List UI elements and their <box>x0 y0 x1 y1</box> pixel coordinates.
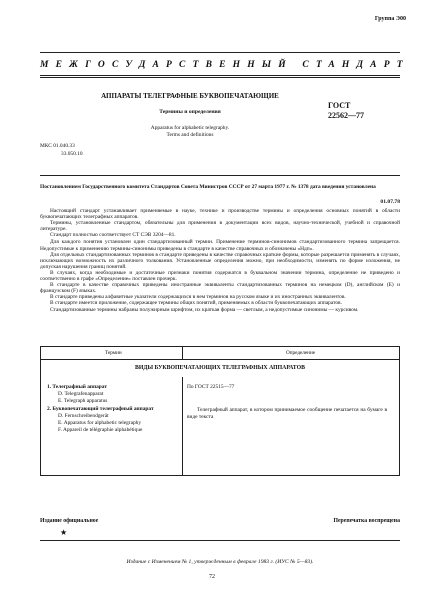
gost-label: ГОСТ <box>328 101 351 110</box>
official-edition-label: Издание официальное <box>40 518 99 524</box>
column-divider <box>182 347 183 359</box>
decree-rule <box>40 175 400 176</box>
intro-paragraph: Для каждого понятия установлен один стандартизованный термин. Применение терминов-синонимов стандартизованного термина запрещается. Недопустимые к применению термины-синонимы приведены в стандарте в качестве справочных и обозначены «Ндп». <box>40 239 400 252</box>
introduction-text <box>40 208 400 313</box>
intro-paragraph: Термины, установленные стандартом, обязательны для применения в документации всех видов, научно-технической, учебной и справочной литературе. <box>40 220 400 233</box>
term-1-equivalent: D. Telegrafenapparat <box>58 391 104 397</box>
header-divider <box>41 359 399 360</box>
intro-paragraph: В стандарте в качестве справочных приведены иностранные эквиваленты стандартизованных терминов на немецком (D), английском (E) и французском (F) языках. <box>40 282 400 295</box>
document-title: АППАРАТЫ ТЕЛЕГРАФНЫЕ БУКВОПЕЧАТАЮЩИЕ <box>101 92 279 100</box>
english-title-line-1: Apparatus for alphabetic telegraphy. <box>150 125 230 131</box>
section-heading: ВИДЫ БУКВОПЕЧАТАЮЩИХ ТЕЛЕГРАФНЫХ АППАРАТОВ <box>135 365 305 371</box>
term-2-equivalent: D. Fernschreibendgerät <box>58 413 109 419</box>
header-rule-bottom <box>40 75 400 78</box>
intro-paragraph: В стандарте приведены алфавитные указатели содержащихся в нем терминов на русском языке и их иностранных эквивалентов. <box>50 294 346 301</box>
term-1: 1. Телеграфный аппарат <box>47 384 107 390</box>
term-1-definition: По ГОСТ 22515—77 <box>187 384 235 390</box>
footer-rule <box>40 540 400 541</box>
intro-paragraph: В случаях, когда необходимые и достаточные признаки понятия содержатся в буквальном значении термина, определение не приведено и соответственно в графе «Определение» поставлен прочерк. <box>40 269 400 283</box>
document-subtitle: Термины и определения <box>159 109 221 115</box>
intro-paragraph: Стандартизованные термины набраны полужирным шрифтом, их краткая форма — светлым, а недопустимые синонимы — курсивом. <box>50 306 359 313</box>
term-2: 2. Буквопечатающий телеграфный аппарат <box>47 406 154 412</box>
intro-paragraph: Для отдельных стандартизованных терминов в стандарте приведены в качестве справочных краткие формы, которые разрешается применять в случаях, исключающих возможность их различного толкования. Установленные определения можно, при необходимости, изменять по форме изложения, не допуская нарушения границ понятий. <box>40 251 400 270</box>
header-rule-top <box>40 52 400 53</box>
mks-code-2: 33.050.10 <box>61 151 83 157</box>
intro-paragraph: В стандарте имеется приложение, содержащее термины общих понятий, применяемых в области буквопечатающих аппаратов. <box>50 300 342 307</box>
page-number: 72 <box>209 574 215 580</box>
column-header-definition: Определение <box>286 350 316 356</box>
term-2-definition: Телеграфный аппарат, в котором принимаемое сообщение печатается на бумаге в виде текста <box>187 407 387 420</box>
term-2-equivalent: F. Appareil de télégraphie alphabétique <box>58 427 143 433</box>
gost-number: 22562—77 <box>328 111 364 120</box>
decree-text: Постановлением Государственного комитета Стандартов Совета Министров СССР от 27 марта 1977 г. № 1378 дата введения установлена <box>40 184 376 190</box>
terms-table <box>40 346 400 476</box>
term-2-equivalent: E. Apparatus for alphabetic telegraphy <box>58 420 142 426</box>
group-code: Группа Э00 <box>374 16 406 22</box>
standard-header: МЕЖГОСУДАРСТВЕННЫЙ СТАНДАРТ <box>40 60 410 70</box>
reprint-prohibited-label: Перепечатка воспрещена <box>333 518 400 524</box>
term-1-equivalent: E. Telegraph apparatus <box>58 398 108 404</box>
column-divider <box>182 377 183 475</box>
effective-date: 01.07.78 <box>380 199 400 205</box>
column-header-term: Термин <box>105 350 122 356</box>
intro-paragraph: Стандарт полностью соответствует СТ СЭВ 3204—81. <box>50 232 176 239</box>
amendment-note: Издание с Изменением № 1, утвержденным в феврале 1983 г. (ИУС № 5—83). <box>126 559 314 565</box>
mks-code-1: МКС 01.040.33 <box>40 143 75 149</box>
intro-paragraph: Настоящий стандарт устанавливает применяемые в науке, технике и производстве термины и определения основных понятий в области буквопечатающих телеграфных аппаратов. <box>40 208 400 221</box>
english-title-line-2: Terms and definitions <box>166 132 214 138</box>
star-icon: ★ <box>60 528 68 537</box>
